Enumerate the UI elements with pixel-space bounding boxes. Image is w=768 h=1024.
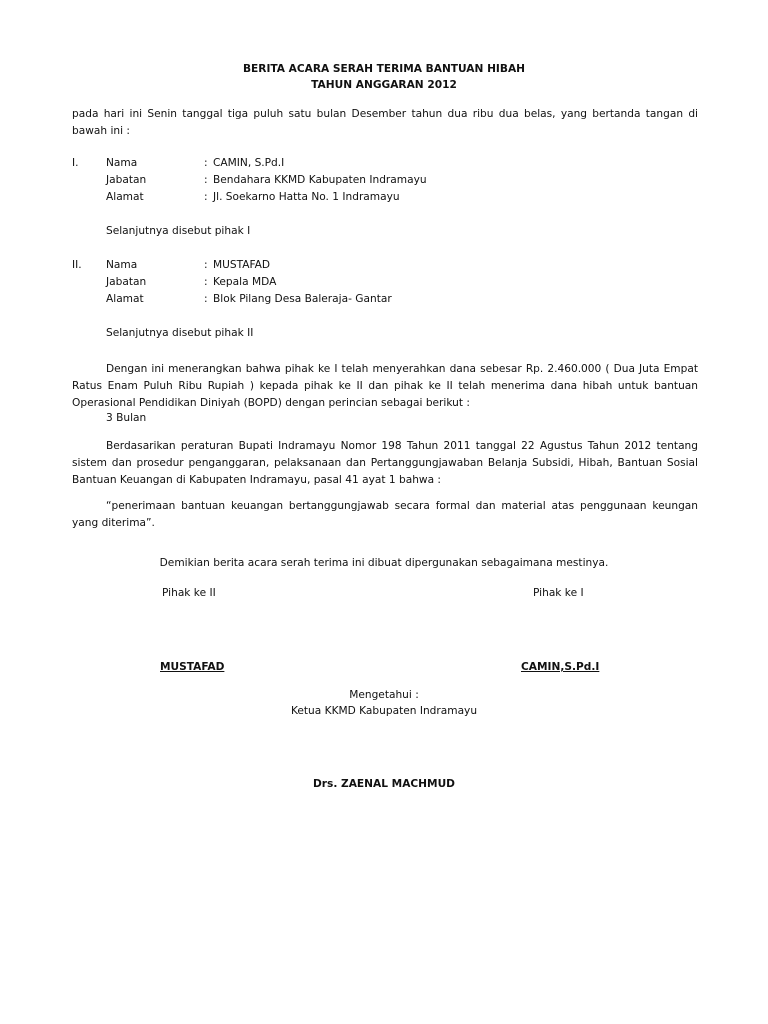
party-1-name-label: Nama	[106, 157, 138, 169]
intro-paragraph: pada hari ini Senin tanggal tiga puluh satu bulan Desember tahun dua ribu dua belas, yang bertanda tangan di bawah ini :	[72, 108, 698, 137]
acknowledge-role: Ketua KKMD Kabupaten Indramayu	[290, 705, 478, 717]
colon: :	[204, 174, 208, 186]
party-2-address-label: Alamat	[106, 293, 144, 305]
party-2-address-value: Blok Pilang Desa Baleraja- Gantar	[213, 293, 392, 305]
colon: :	[204, 276, 208, 288]
party-1-name-value: CAMIN, S.Pd.I	[213, 157, 285, 169]
party-1-position-value: Bendahara KKMD Kabupaten Indramayu	[213, 174, 427, 186]
colon: :	[204, 157, 208, 169]
party-2-number: II.	[72, 259, 82, 271]
party-1-note: Selanjutnya disebut pihak I	[106, 225, 251, 237]
party-2-position-value: Kepala MDA	[213, 276, 277, 288]
colon: :	[204, 259, 208, 271]
right-signatory-role: Pihak ke I	[533, 587, 584, 599]
document-subtitle: TAHUN ANGGARAN 2012	[311, 79, 457, 91]
colon: :	[204, 191, 208, 203]
party-1-address-value: Jl. Soekarno Hatta No. 1 Indramayu	[213, 191, 400, 203]
quote-paragraph: “penerimaan bantuan keuangan bertanggungjawab secara formal dan material atas penggunaan keungan yang diterima”.	[72, 500, 698, 529]
left-signatory-name: MUSTAFAD	[160, 661, 225, 673]
party-2-name-label: Nama	[106, 259, 138, 271]
acknowledge-name: Drs. ZAENAL MACHMUD	[313, 778, 455, 790]
party-1-address-label: Alamat	[106, 191, 144, 203]
duration-text: 3 Bulan	[106, 412, 147, 424]
party-2-note: Selanjutnya disebut pihak II	[106, 327, 254, 339]
document-title: BERITA ACARA SERAH TERIMA BANTUAN HIBAH	[242, 63, 526, 75]
closing-statement: Demikian berita acara serah terima ini dibuat dipergunakan sebagaimana mestinya.	[159, 557, 609, 569]
regulation-paragraph: Berdasarikan peraturan Bupati Indramayu Nomor 198 Tahun 2011 tanggal 22 Agustus Tahun 2012 tentang sistem dan prosedur penganggaran, pelaksanaan dan Pertanggungjawaban Belanja Subsidi, Hibah, Bantuan Sosial Bantuan Keuangan di Kabupaten Indramayu, pasal 41 ayat 1 bahwa :	[72, 440, 698, 486]
party-1-number: I.	[72, 157, 79, 169]
left-signatory-role: Pihak ke II	[162, 587, 216, 599]
acknowledge-label: Mengetahui :	[349, 689, 419, 701]
party-2-position-label: Jabatan	[106, 276, 147, 288]
party-1-position-label: Jabatan	[106, 174, 147, 186]
handover-paragraph: Dengan ini menerangkan bahwa pihak ke I telah menyerahkan dana sebesar Rp. 2.460.000 ( Dua Juta Empat Ratus Enam Puluh Ribu Rupiah ) kepada pihak ke II dan pihak ke II telah menerima dana hibah untuk bantuan Operasional Pendidikan Diniyah (BOPD) dengan perincian sebagai berikut :	[72, 363, 698, 409]
colon: :	[204, 293, 208, 305]
right-signatory-name: CAMIN,S.Pd.I	[521, 661, 600, 673]
party-2-name-value: MUSTAFAD	[213, 259, 271, 271]
